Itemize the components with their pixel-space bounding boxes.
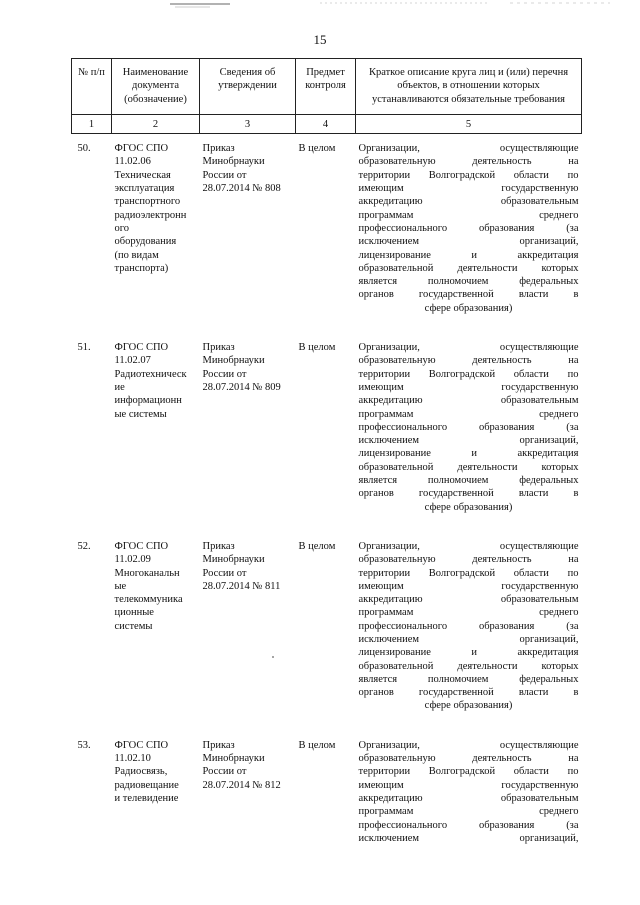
description-line: лицензирование и аккредитация	[358, 448, 579, 460]
approval-line: Минобрнауки	[202, 554, 265, 566]
description-line: территории Волгоградской области по	[358, 766, 579, 778]
table-header	[72, 59, 582, 134]
document-name-line: радиовещание	[114, 779, 179, 791]
document-name-line: и телевидение	[114, 792, 179, 804]
description-line: является полномочием федеральных	[358, 475, 579, 487]
document-name-line: ционные	[114, 607, 154, 619]
description-line: является полномочием федеральных	[358, 673, 579, 685]
approval-line: Приказ	[202, 540, 235, 552]
description-line: органов государственной власти в	[358, 289, 579, 301]
document-name-line: эксплуатация	[114, 183, 175, 195]
description-line: аккредитацию образовательным	[358, 196, 579, 208]
description	[356, 341, 582, 540]
description-line: программам среднего	[358, 408, 579, 420]
approval-line: Минобрнауки	[202, 355, 265, 367]
document-name-line: системы	[114, 620, 153, 632]
approval-line: 28.07.2014 № 808	[202, 183, 281, 195]
document-name-line: транспортного	[114, 196, 181, 208]
scan-artifact-marks	[170, 0, 610, 10]
document-name	[112, 739, 200, 845]
description-line: профессионального образования (за	[358, 620, 579, 632]
control-subject: В целом	[298, 143, 336, 155]
description-line: исключением организаций,	[358, 236, 579, 248]
document-name-line: Радиотехническ	[114, 368, 187, 380]
header-control-subject: Предмет контроля	[296, 59, 356, 115]
document-name-line: ого	[114, 222, 130, 234]
document-name-line: ФГОС СПО	[114, 739, 169, 751]
description-line: является полномочием федеральных	[358, 276, 579, 288]
document-name-line: информационн	[114, 395, 182, 407]
table-row	[72, 540, 582, 739]
control-subject: В целом	[298, 739, 336, 751]
description-line: программам среднего	[358, 806, 579, 818]
page-number: 15	[313, 32, 327, 47]
description-line: образовательной деятельности которых	[358, 660, 579, 672]
description-line: профессионального образования (за	[358, 222, 579, 234]
description-line: образовательной деятельности которых	[358, 262, 579, 274]
document-name-line: 11.02.07	[114, 355, 151, 367]
approval-info	[200, 341, 296, 540]
row-number: 52.	[77, 540, 91, 552]
document-name-line: ФГОС СПО	[114, 342, 169, 354]
approval-line: Минобрнауки	[202, 753, 265, 765]
document-name-line: ФГОС СПО	[114, 540, 169, 552]
header-document-name: Наименование документа (обозначение)	[112, 59, 200, 115]
description-line: исключением организаций,	[358, 435, 579, 447]
column-number: 2	[112, 114, 200, 133]
document-name-line: ие	[114, 381, 125, 393]
description-line: образовательной деятельности которых	[358, 461, 579, 473]
document-name-line: ые системы	[114, 408, 167, 420]
table-body	[72, 134, 582, 845]
approval-info	[200, 134, 296, 341]
document-name-line: 11.02.06	[114, 156, 151, 168]
control-subject: В целом	[298, 342, 336, 354]
description-line: программам среднего	[358, 607, 579, 619]
description-line: лицензирование и аккредитация	[358, 647, 579, 659]
column-numbers-row	[72, 114, 582, 133]
approval-info	[200, 739, 296, 845]
header-approval-info: Сведения об утверждении	[200, 59, 296, 115]
document-name	[112, 540, 200, 739]
document-name-line: телекоммуника	[114, 594, 183, 606]
description-line: образовательную деятельность на	[358, 355, 579, 367]
approval-line: Приказ	[202, 342, 235, 354]
description	[356, 134, 582, 341]
table-row	[72, 341, 582, 540]
approval-line: Минобрнауки	[202, 156, 265, 168]
header-description: Краткое описание круга лиц и (или) перечня объектов, в отношении которых устанавливаются обязательные требования	[356, 59, 582, 115]
row-number: 51.	[77, 342, 91, 354]
document-name-line: ФГОС СПО	[114, 143, 169, 155]
description-line: имеющим государственную	[358, 183, 579, 195]
row-number: 53.	[77, 739, 91, 751]
description-line: Организации, осуществляющие	[358, 739, 579, 751]
description-line: Организации, осуществляющие	[358, 143, 579, 155]
description-line: профессионального образования (за	[358, 421, 579, 433]
column-number: 1	[72, 114, 112, 133]
description-line: образовательную деятельность на	[358, 753, 579, 765]
description	[356, 739, 582, 845]
description-last-line: сфере образования)	[424, 501, 513, 513]
approval-line: России от	[202, 766, 247, 778]
document-name-line: Многоканальн	[114, 567, 180, 579]
description-line: программам среднего	[358, 209, 579, 221]
column-number: 4	[296, 114, 356, 133]
document-name-line: ые	[114, 580, 127, 592]
approval-line: 28.07.2014 № 811	[202, 580, 281, 592]
approval-line: 28.07.2014 № 812	[202, 779, 281, 791]
description-line: исключением организаций,	[358, 832, 579, 844]
document-name-line: радиоэлектронн	[114, 209, 187, 221]
table-row	[72, 134, 582, 341]
column-number: 5	[356, 114, 582, 133]
document-name	[112, 134, 200, 341]
description-line: территории Волгоградской области по	[358, 169, 579, 181]
document-name-line: транспорта)	[114, 262, 169, 274]
approval-info	[200, 540, 296, 739]
description-line: территории Волгоградской области по	[358, 567, 579, 579]
description-line: органов государственной власти в	[358, 488, 579, 500]
description-line: лицензирование и аккредитация	[358, 249, 579, 261]
approval-line: России от	[202, 567, 247, 579]
description-line: территории Волгоградской области по	[358, 368, 579, 380]
description-line: аккредитацию образовательным	[358, 395, 579, 407]
requirements-table	[71, 58, 582, 845]
row-number: 50.	[77, 143, 91, 155]
description-line: имеющим государственную	[358, 779, 579, 791]
description-line: имеющим государственную	[358, 381, 579, 393]
description-line: Организации, осуществляющие	[358, 342, 579, 354]
scan-speck	[272, 656, 274, 658]
description	[356, 540, 582, 739]
description-line: образовательную деятельность на	[358, 156, 579, 168]
document-name-line: оборудования	[114, 236, 177, 248]
description-last-line: сфере образования)	[424, 302, 513, 314]
column-number: 3	[200, 114, 296, 133]
control-subject: В целом	[298, 540, 336, 552]
description-line: органов государственной власти в	[358, 687, 579, 699]
document-name-line: Техническая	[114, 169, 171, 181]
table-row	[72, 739, 582, 845]
approval-line: 28.07.2014 № 809	[202, 381, 281, 393]
description-line: аккредитацию образовательным	[358, 792, 579, 804]
document-name-line: (по видам	[114, 249, 159, 261]
description-line: имеющим государственную	[358, 580, 579, 592]
description-line: аккредитацию образовательным	[358, 594, 579, 606]
description-last-line: сфере образования)	[424, 700, 513, 712]
description-line: Организации, осуществляющие	[358, 540, 579, 552]
description-line: образовательную деятельность на	[358, 554, 579, 566]
approval-line: Приказ	[202, 143, 235, 155]
approval-line: Приказ	[202, 739, 235, 751]
document-name-line: Радиосвязь,	[114, 766, 168, 778]
description-line: профессионального образования (за	[358, 819, 579, 831]
description-line: исключением организаций,	[358, 633, 579, 645]
header-number: № п/п	[72, 59, 112, 115]
document-name	[112, 341, 200, 540]
document-name-line: 11.02.10	[114, 753, 151, 765]
document-name-line: 11.02.09	[114, 554, 151, 566]
approval-line: России от	[202, 368, 247, 380]
approval-line: России от	[202, 169, 247, 181]
